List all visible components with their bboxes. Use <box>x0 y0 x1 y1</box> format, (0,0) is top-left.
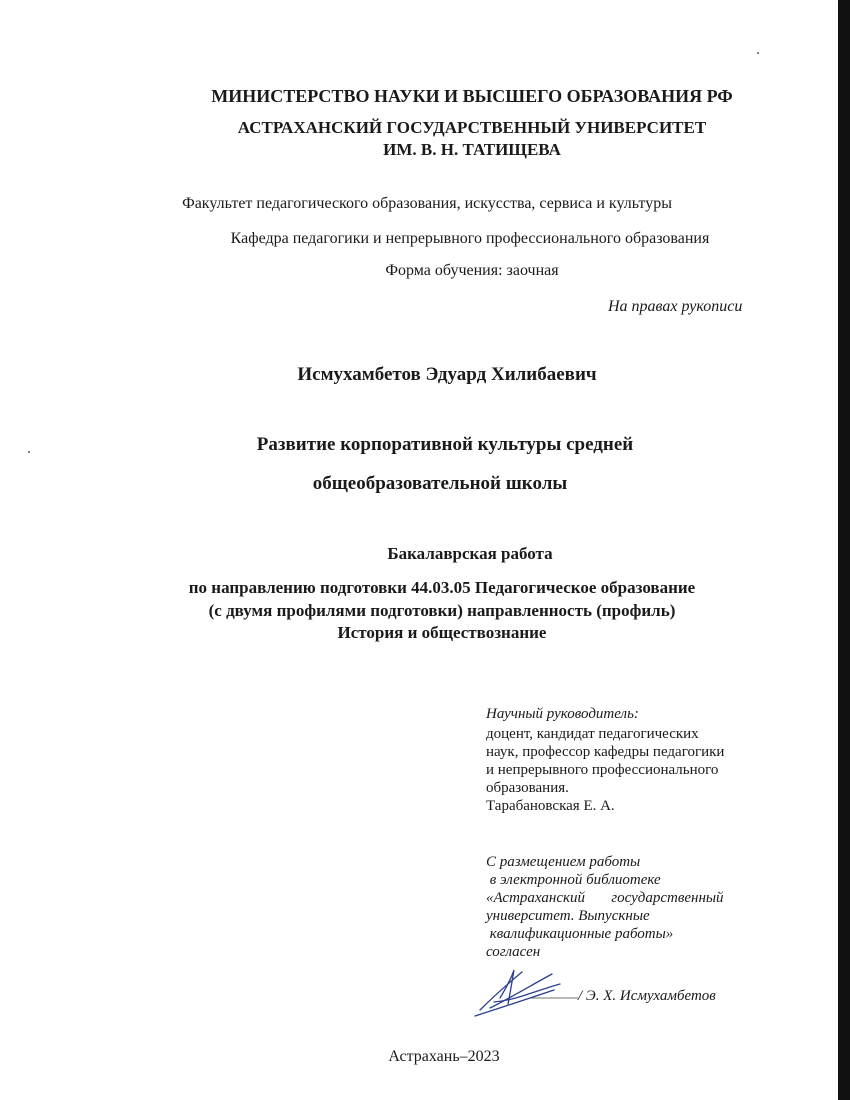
direction-line: (с двумя профилями подготовки) направленность (профиль) <box>208 601 676 620</box>
supervisor-block <box>486 705 724 815</box>
supervisor-title: образования. <box>486 780 569 796</box>
author-name: Исмухамбетов Эдуард Хилибаевич <box>297 364 597 385</box>
ministry-heading: МИНИСТЕРСТВО НАУКИ И ВЫСШЕГО ОБРАЗОВАНИЯ РФ <box>211 86 733 106</box>
profile-line: История и обществознание <box>337 623 547 642</box>
university-name: АСТРАХАНСКИЙ ГОСУДАРСТВЕННЫЙ УНИВЕРСИТЕТ <box>237 118 707 137</box>
study-form: Форма обучения: заочная <box>385 262 559 279</box>
supervisor-name: Тарабановская Е. А. <box>486 798 615 814</box>
thesis-title: Развитие корпоративной культуры средней <box>256 434 634 455</box>
consent-block <box>486 853 724 961</box>
consent-line: квалификационные работы» <box>486 926 674 942</box>
signature-name: / Э. Х. Исмухамбетов <box>578 988 716 1004</box>
university-name-line2: ИМ. В. Н. ТАТИЩЕВА <box>383 140 561 159</box>
consent-line: университет. Выпускные <box>486 908 650 924</box>
faculty-line: Факультет педагогического образования, искусства, сервиса и культуры <box>182 195 672 212</box>
consent-line: в электронной библиотеке <box>486 872 661 888</box>
consent-line: согласен <box>486 944 541 960</box>
city-year: Астрахань–2023 <box>388 1048 500 1065</box>
thesis-title-line2: общеобразовательной школы <box>312 473 568 494</box>
supervisor-title: доцент, кандидат педагогических <box>486 726 699 742</box>
supervisor-label: Научный руководитель: <box>486 706 639 722</box>
direction-line: по направлению подготовки 44.03.05 Педагогическое образование <box>188 578 696 597</box>
work-type: Бакалаврская работа <box>387 544 553 563</box>
consent-line: С размещением работы <box>486 854 641 870</box>
manuscript-note: На правах рукописи <box>608 298 743 315</box>
supervisor-title: наук, профессор кафедры педагогики <box>486 744 725 760</box>
department-line: Кафедра педагогики и непрерывного профессионального образования <box>230 230 710 247</box>
supervisor-title: и непрерывного профессионального <box>486 762 719 778</box>
scan-speck <box>757 52 759 54</box>
signature-scribble <box>470 964 580 1018</box>
consent-line: «Астраханский государственный <box>486 890 724 906</box>
